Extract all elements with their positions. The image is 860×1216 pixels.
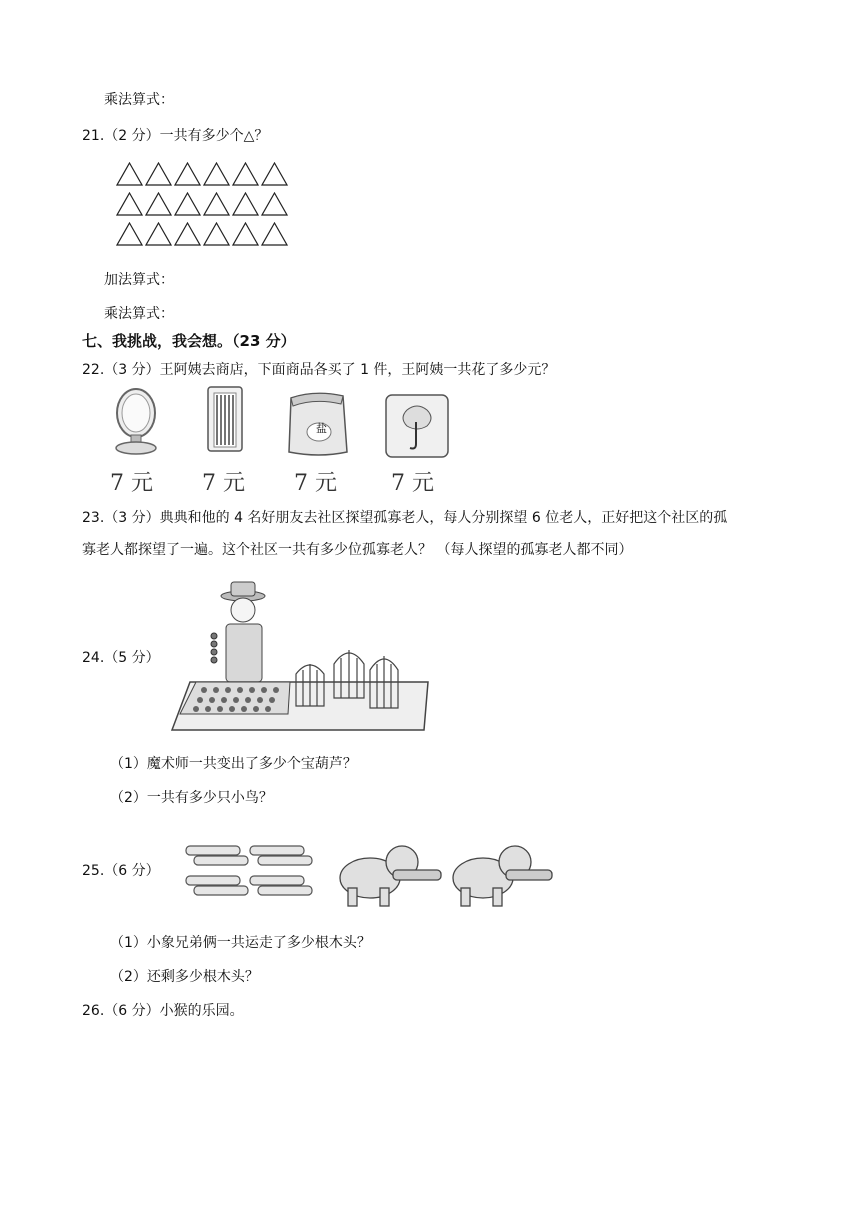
question-24: 24.（5 分）: [82, 650, 160, 666]
question-24-part-2: （2）一共有多少只小鸟？: [110, 790, 273, 806]
triangle-icon: [116, 222, 143, 246]
question-26: 26.（6 分）小猴的乐园。: [82, 1003, 244, 1019]
triangle-grid: [116, 162, 288, 252]
question-23-line-1: 23.（3 分）典典和他的 4 名好朋友去社区探望孤寡老人，每人分别探望 6 位老人，正好把这个社区的孤: [82, 510, 728, 526]
triangle-icon: [232, 192, 259, 216]
addition-formula-label: 加法算式：: [104, 272, 174, 288]
salt-label: 盐: [316, 422, 327, 435]
triangle-icon: [145, 192, 172, 216]
triangle-icon: [232, 162, 259, 186]
triangle-icon: [203, 222, 230, 246]
question-22: 22.（3 分）王阿姨去商店，下面商品各买了 1 件，王阿姨一共花了多少元？: [82, 362, 556, 378]
question-23-line-2: 寡老人都探望了一遍。这个社区一共有多少位孤寡老人？ （每人探望的孤寡老人都不同）: [82, 542, 633, 558]
triangle-icon: [145, 162, 172, 186]
question-25-part-1: （1）小象兄弟俩一共运走了多少根木头？: [110, 935, 371, 951]
magician-illustration: [170, 578, 430, 733]
triangle-icon: [174, 192, 201, 216]
elephants-logs-illustration: [180, 832, 555, 914]
triangle-row: [116, 222, 288, 246]
triangle-row: [116, 192, 288, 216]
triangle-icon: [203, 162, 230, 186]
triangle-row: [116, 162, 288, 186]
wall-hook-image: [383, 392, 453, 462]
question-21: 21.（2 分）一共有多少个△？: [82, 128, 269, 144]
triangle-icon: [261, 222, 288, 246]
triangle-icon: [261, 162, 288, 186]
question-25-part-2: （2）还剩多少根木头？: [110, 969, 259, 985]
triangle-icon: [116, 192, 143, 216]
multiplication-formula-label-2: 乘法算式：: [104, 306, 174, 322]
question-24-part-1: （1）魔术师一共变出了多少个宝葫芦？: [110, 756, 357, 772]
multiplication-formula-label-1: 乘法算式：: [104, 92, 174, 108]
section-7-heading: 七、我挑战，我会想。（23 分）: [82, 332, 296, 350]
salt-price: 7 元: [294, 471, 337, 496]
triangle-icon: [174, 222, 201, 246]
triangle-icon: [116, 162, 143, 186]
triangle-icon: [203, 192, 230, 216]
mirror-price: 7 元: [110, 471, 153, 496]
triangle-icon: [174, 162, 201, 186]
chopsticks-image: [200, 385, 260, 457]
triangle-icon: [232, 222, 259, 246]
hook-price: 7 元: [391, 471, 434, 496]
mirror-image: [100, 385, 200, 457]
triangle-icon: [261, 192, 288, 216]
question-25: 25.（6 分）: [82, 863, 160, 879]
chopsticks-price: 7 元: [202, 471, 245, 496]
triangle-icon: [145, 222, 172, 246]
